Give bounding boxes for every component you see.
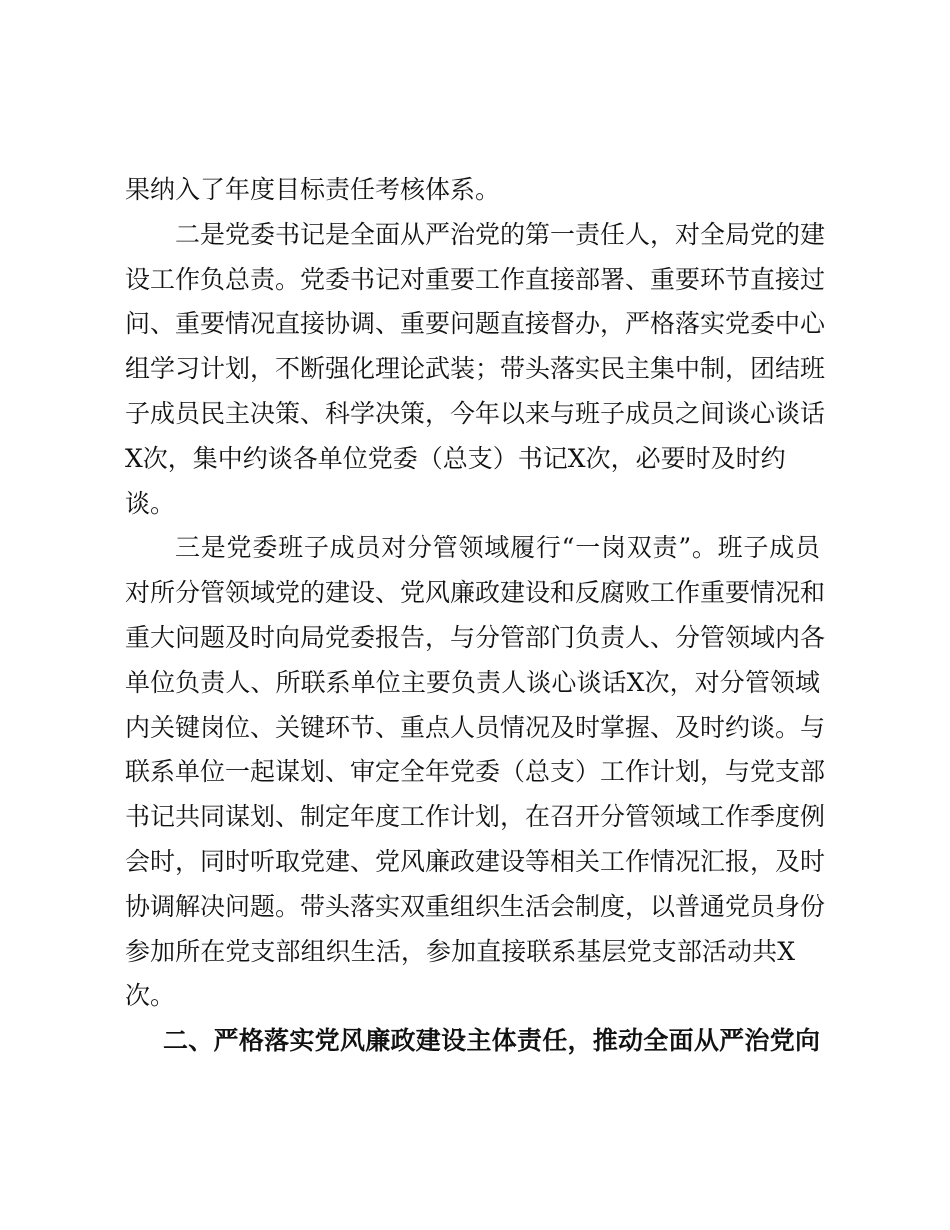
text-line: 子成员民主决策、科学决策，今年以来与班子成员之间谈心谈话 — [125, 398, 826, 428]
text-line: 三是党委班子成员对分管领域履行“一岗双责”。班子成员 — [175, 533, 820, 563]
section-heading — [125, 1019, 820, 1064]
text-line: 内关键岗位、关键环节、重点人员情况及时掌握、及时约谈。与 — [125, 712, 826, 742]
text-line: 参加所在党支部组织生活，参加直接联系基层党支部活动共X — [125, 936, 795, 966]
text-line: 协调解决问题。带头落实双重组织生活会制度，以普通党员身份 — [125, 891, 826, 921]
paragraph-point-three — [125, 526, 826, 1019]
text-line: X次，集中约谈各单位党委（总支）书记X次，必要时及时约 — [125, 443, 786, 473]
paragraph-point-two — [125, 213, 826, 527]
text-line: 问、重要情况直接协调、重要问题直接督办，严格落实党委中心 — [125, 309, 826, 339]
document-page — [125, 168, 826, 1064]
paragraph-continuation — [125, 168, 820, 213]
text-line: 会时，同时听取党建、党风廉政建设等相关工作情况汇报，及时 — [125, 846, 826, 876]
text-line: 对所分管领域党的建设、党风廉政建设和反腐败工作重要情况和 — [125, 578, 826, 608]
text-line: 重大问题及时向局党委报告，与分管部门负责人、分管领域内各 — [125, 622, 826, 652]
text-line: 谈。 — [125, 488, 176, 518]
text-line: 书记共同谋划、制定年度工作计划，在召开分管领域工作季度例 — [125, 802, 826, 832]
text-line: 二是党委书记是全面从严治党的第一责任人，对全局党的建 — [175, 219, 826, 249]
text-line: 次。 — [125, 981, 176, 1011]
text-line: 设工作负总责。党委书记对重要工作直接部署、重要环节直接过 — [125, 264, 826, 294]
text-line: 联系单位一起谋划、审定全年党委（总支）工作计划，与党支部 — [125, 757, 826, 787]
text-line: 果纳入了年度目标责任考核体系。 — [125, 175, 501, 204]
text-line: 单位负责人、所联系单位主要负责人谈心谈话X次，对分管领域 — [125, 667, 820, 697]
text-line: 组学习计划，不断强化理论武装；带头落实民主集中制，团结班 — [125, 354, 826, 384]
heading-text: 二、严格落实党风廉政建设主体责任，推动全面从严治党向 — [163, 1026, 820, 1056]
